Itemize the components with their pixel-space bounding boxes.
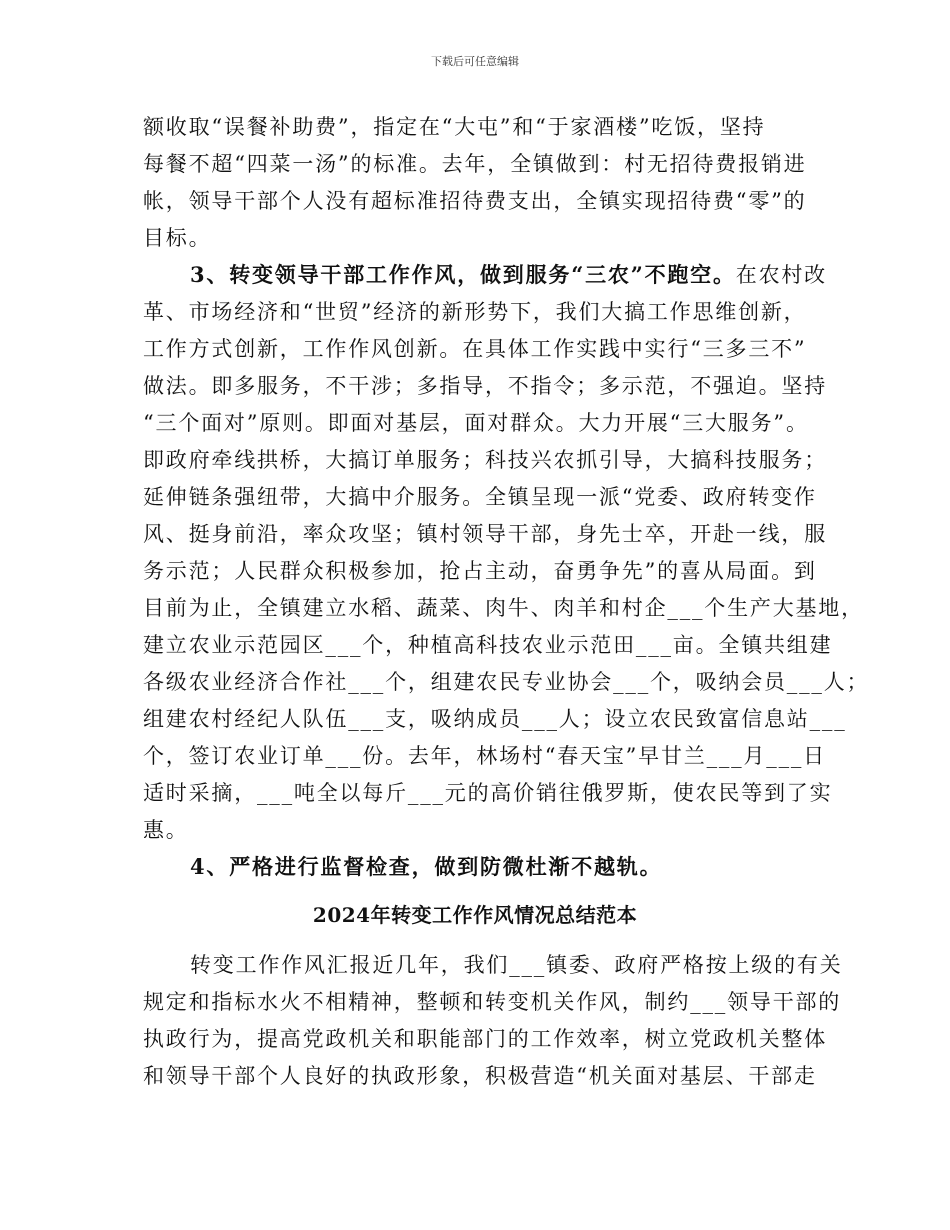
text-line: 规定和指标水火不相精神，整顿和转变机关作风，制约___领导干部的 (143, 990, 842, 1014)
text-line: 适时采摘，___吨全以每斤___元的高价销往俄罗斯，使农民等到了实 (143, 781, 833, 805)
text-line: 各级农业经济合作社___个，组建农民专业协会___个，吸纳会员___人； (143, 670, 870, 694)
text-line: 务示范；人民群众积极参加，抢占主动，奋勇争先”的喜从局面。到 (143, 559, 817, 583)
paragraph-first-line (190, 260, 827, 290)
text-line: 额收取“误餐补助费”，指定在“大屯”和“于家酒楼”吃饭，坚持 (143, 115, 766, 139)
text-line: 革、市场经济和“世贸”经济的新形势下，我们大搞工作思维创新， (143, 300, 807, 324)
text-line: 目标。 (143, 226, 212, 250)
text-line: 帐，领导干部个人没有超标准招待费支出，全镇实现招待费“零”的 (143, 189, 807, 213)
section-heading: 3、转变领导干部工作作风，做到服务“三农”不跑空。 (190, 262, 736, 287)
text-run: 在农村改 (735, 263, 827, 287)
text-line: 延伸链条强纽带，大搞中介服务。全镇呈现一派“党委、政府转变作 (143, 485, 817, 509)
text-line: 即政府牵线拱桥，大搞订单服务；科技兴农抓引导，大搞科技服务； (143, 448, 827, 472)
text-line: 风、挺身前沿，率众攻坚；镇村领导干部，身先士卒，开赴一线，服 (143, 522, 827, 546)
text-line: 个，签订农业订单___份。去年，林场村“春天宝”早甘兰___月___日 (143, 744, 826, 768)
text-line: 工作方式创新，工作作风创新。在具体工作实践中实行“三多三不” (143, 337, 807, 361)
document-title: 2024年转变工作作风情况总结范本 (312, 903, 638, 927)
text-line: 执政行为，提高党政机关和职能部门的工作效率，树立党政机关整体 (143, 1027, 827, 1051)
text-line: 建立农业示范园区___个，种植高科技农业示范田___亩。全镇共组建 (143, 633, 833, 657)
text-line: 做法。即多服务，不干涉；多指导，不指令；多示范，不强迫。坚持 (143, 374, 827, 398)
text-line: 每餐不超“四菜一汤”的标准。去年，全镇做到：村无招待费报销进 (143, 152, 807, 176)
section-heading: 4、严格进行监督检查，做到防微杜渐不越轨。 (190, 854, 663, 879)
text-line: 目前为止，全镇建立水稻、蔬菜、肉牛、肉羊和村企___个生产大基地， (143, 596, 864, 620)
page-header: 下载后可任意编辑 (431, 55, 519, 68)
text-line: “三个面对”原则。即面对基层，面对群众。大力开展“三大服务”。 (143, 411, 809, 435)
text-line: 组建农村经纪人队伍___支，吸纳成员___人；设立农民致富信息站___ (143, 707, 847, 731)
text-line: 和领导干部个人良好的执政形象，积极营造“机关面对基层、干部走 (143, 1064, 817, 1088)
text-line: 转变工作作风汇报近几年，我们___镇委、政府严格按上级的有关 (190, 953, 843, 977)
text-line: 惠。 (143, 818, 189, 842)
